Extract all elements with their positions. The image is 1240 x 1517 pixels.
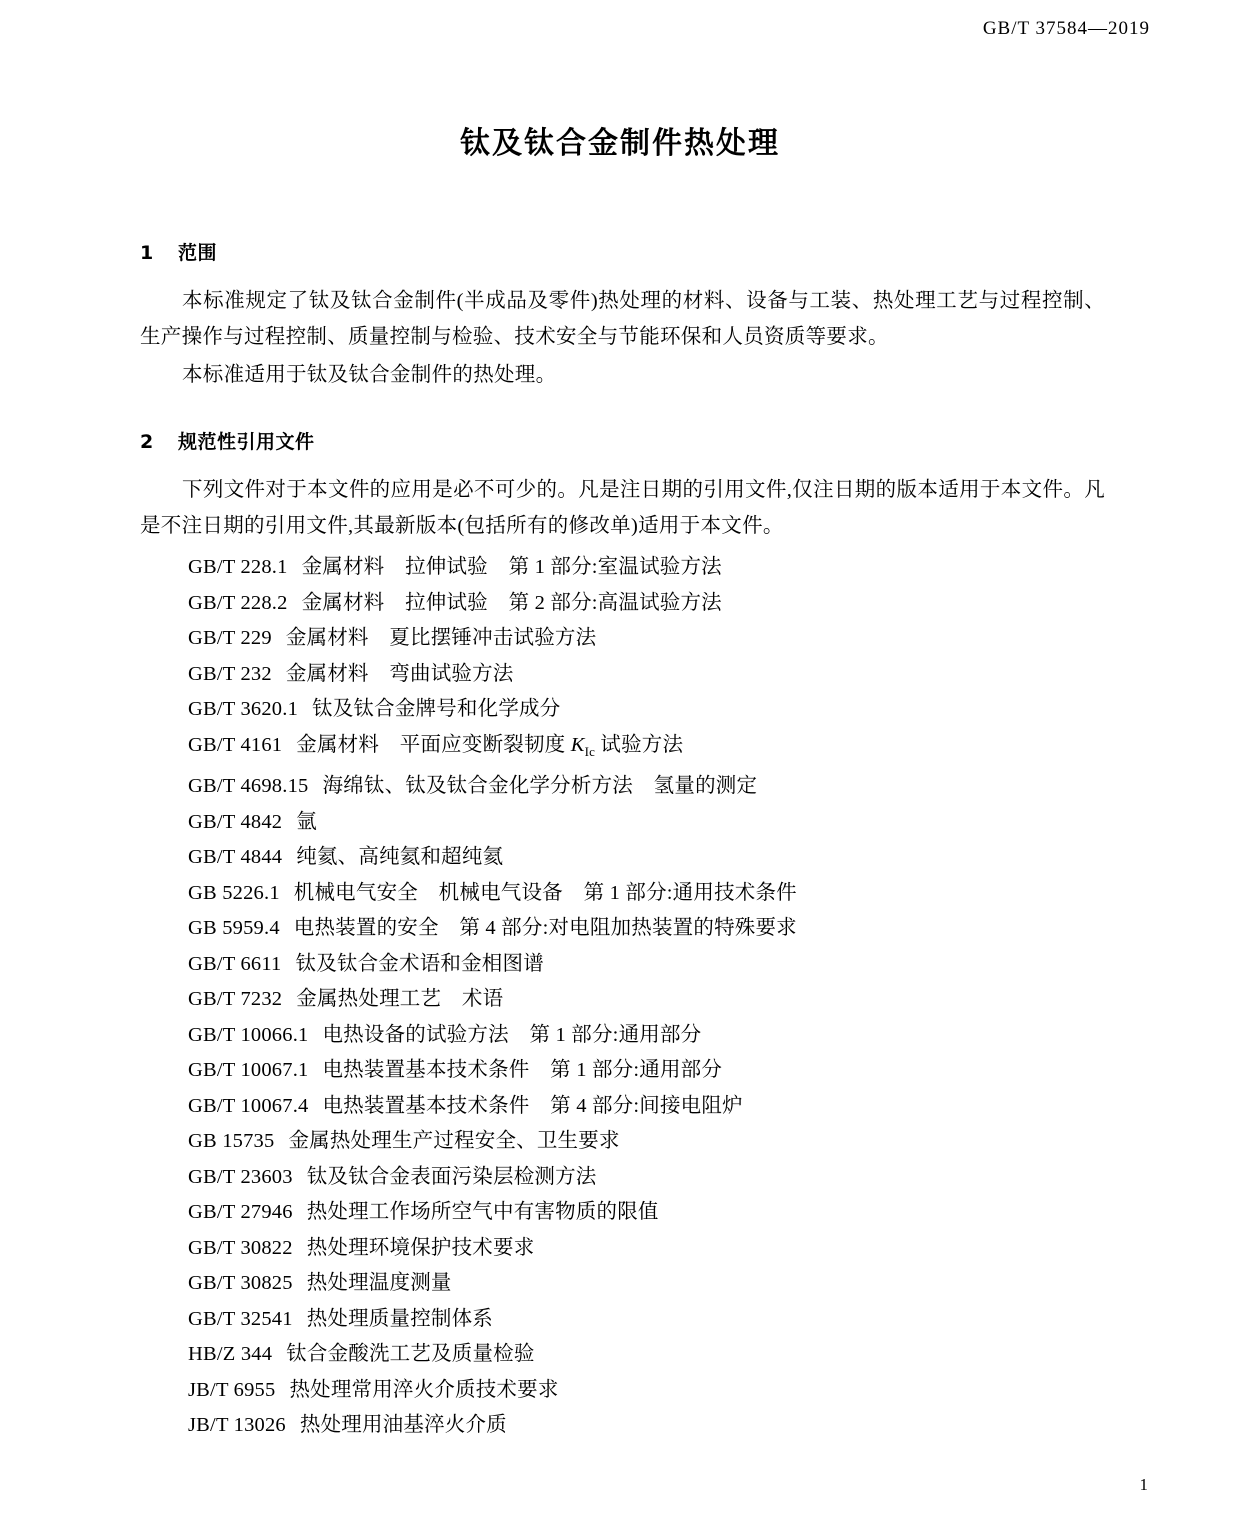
- reference-item: [140, 982, 1105, 1018]
- clause-1-paragraph-1: 本标准规定了钛及钛合金制件(半成品及零件)热处理的材料、设备与工装、热处理工艺与过程控制、生产操作与过程控制、质量控制与检验、技术安全与节能环保和人员资质等要求。: [140, 290, 1105, 348]
- reference-item: [140, 1018, 1105, 1054]
- reference-item: [140, 550, 1105, 586]
- reference-item: [140, 1160, 1105, 1196]
- document-title: 钛及钛合金制件热处理: [460, 126, 780, 161]
- reference-code: GB/T 10067.4: [188, 1094, 309, 1117]
- reference-item: [140, 911, 1105, 947]
- reference-item: [140, 1408, 1105, 1444]
- reference-title: 钛合金酸洗工艺及质量检验: [286, 1343, 535, 1366]
- reference-code: GB/T 6611: [188, 952, 282, 975]
- reference-code: GB/T 7232: [188, 988, 283, 1011]
- reference-title: 电热设备的试验方法 第 1 部分:通用部分: [322, 1023, 702, 1046]
- clause-heading-2: [140, 427, 1105, 454]
- clause-heading-1: [140, 238, 1105, 265]
- clause-title-1: 范围: [178, 242, 218, 264]
- reference-code: GB/T 229: [188, 627, 272, 649]
- reference-item: [140, 1266, 1105, 1302]
- reference-title: 金属材料 平面应变断裂韧度 $K_{Ic}$ 试验方法: [296, 733, 684, 759]
- reference-code: JB/T 6955: [188, 1378, 276, 1401]
- reference-code: GB/T 23603: [188, 1165, 293, 1188]
- reference-title: 氩: [296, 810, 317, 833]
- reference-code: HB/Z 344: [188, 1343, 273, 1366]
- reference-title: 电热装置基本技术条件 第 1 部分:通用部分: [322, 1059, 723, 1082]
- reference-title: 电热装置基本技术条件 第 4 部分:间接电阻炉: [322, 1094, 743, 1117]
- reference-item: [140, 769, 1105, 805]
- reference-item: [140, 1373, 1105, 1409]
- reference-code: GB/T 10066.1: [188, 1023, 309, 1046]
- reference-code: GB/T 4161: [188, 733, 283, 756]
- reference-item: [140, 1337, 1105, 1373]
- reference-code: JB/T 13026: [188, 1414, 286, 1437]
- reference-title: 钛及钛合金牌号和化学成分: [312, 698, 561, 720]
- reference-code: GB 5226.1: [188, 881, 280, 904]
- reference-item: [140, 947, 1105, 983]
- reference-title: 金属热处理工艺 术语: [296, 988, 504, 1011]
- reference-item: [140, 840, 1105, 876]
- reference-code: GB/T 30822: [188, 1236, 293, 1259]
- reference-item: [140, 586, 1105, 622]
- reference-item: [140, 876, 1105, 912]
- clause-title-2: 规范性引用文件: [178, 431, 315, 453]
- reference-code: GB/T 27946: [188, 1201, 293, 1224]
- reference-title: 热处理工作场所空气中有害物质的限值: [306, 1201, 659, 1224]
- reference-title: 金属热处理生产过程安全、卫生要求: [288, 1130, 620, 1153]
- reference-title: 热处理用油基淬火介质: [299, 1414, 507, 1437]
- clause-1-paragraph-2: 本标准适用于钛及钛合金制件的热处理。: [182, 364, 557, 386]
- reference-title: 机械电气安全 机械电气设备 第 1 部分:通用技术条件: [293, 881, 797, 904]
- reference-title: 热处理质量控制体系: [306, 1307, 494, 1330]
- reference-item: [140, 1089, 1105, 1125]
- reference-item: [140, 1302, 1105, 1338]
- reference-code: GB/T 4844: [188, 846, 283, 869]
- reference-item: [140, 1124, 1105, 1160]
- reference-item: [140, 621, 1105, 657]
- reference-title: 热处理温度测量: [306, 1272, 452, 1295]
- reference-title: 电热装置的安全 第 4 部分:对电阻加热装置的特殊要求: [293, 917, 797, 940]
- reference-title: 金属材料 夏比摆锤冲击试验方法: [285, 627, 597, 649]
- reference-code: GB/T 4842: [188, 810, 283, 833]
- reference-item: [140, 692, 1105, 728]
- reference-code: GB/T 4698.15: [188, 775, 309, 798]
- reference-item: [140, 1053, 1105, 1089]
- clause-2-paragraph-1: 下列文件对于本文件的应用是必不可少的。凡是注日期的引用文件,仅注日期的版本适用于本文件。凡是不注日期的引用文件,其最新版本(包括所有的修改单)适用于本文件。: [140, 479, 1105, 537]
- reference-item: [140, 805, 1105, 841]
- reference-item: [140, 1231, 1105, 1267]
- reference-code: GB/T 10067.1: [188, 1059, 309, 1082]
- reference-code: GB/T 30825: [188, 1272, 293, 1295]
- reference-title: 金属材料 拉伸试验 第 1 部分:室温试验方法: [301, 556, 722, 578]
- page-number: 1: [1139, 1475, 1148, 1494]
- reference-code: GB 5959.4: [188, 917, 280, 940]
- reference-title: 金属材料 拉伸试验 第 2 部分:高温试验方法: [301, 591, 722, 614]
- reference-title: 海绵钛、钛及钛合金化学分析方法 氢量的测定: [322, 775, 758, 798]
- reference-code: GB/T 3620.1: [188, 698, 299, 720]
- reference-code: GB/T 32541: [188, 1307, 293, 1330]
- reference-code: GB/T 228.1: [188, 556, 288, 578]
- reference-code: GB 15735: [188, 1130, 275, 1153]
- reference-title: 钛及钛合金术语和金相图谱: [295, 952, 544, 975]
- normative-references-list: [140, 550, 1105, 1444]
- clause-number-2: 2: [140, 431, 154, 453]
- reference-item: [140, 657, 1105, 693]
- clause-number-1: 1: [140, 242, 154, 264]
- reference-title: 钛及钛合金表面污染层检测方法: [306, 1165, 597, 1188]
- reference-title: 热处理环境保护技术要求: [306, 1236, 535, 1259]
- reference-code: GB/T 228.2: [188, 591, 288, 614]
- reference-code: GB/T 232: [188, 662, 272, 685]
- document-body: [140, 230, 1105, 1444]
- reference-item: [140, 1195, 1105, 1231]
- reference-item: [140, 728, 1105, 770]
- reference-title: 纯氦、高纯氦和超纯氦: [296, 846, 504, 869]
- page-header: [983, 18, 1150, 40]
- reference-title: 金属材料 弯曲试验方法: [285, 662, 514, 685]
- standard-id: GB/T 37584—2019: [982, 18, 1150, 39]
- reference-title: 热处理常用淬火介质技术要求: [289, 1378, 559, 1401]
